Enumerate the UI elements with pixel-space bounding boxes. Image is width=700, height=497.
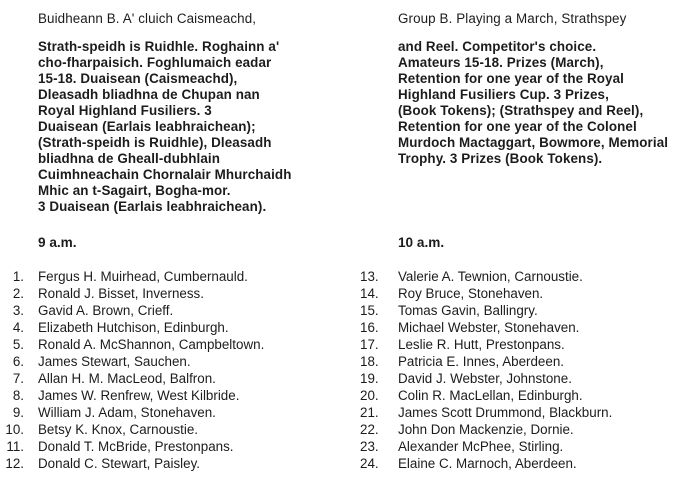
start-time: 9 a.m. xyxy=(38,235,77,250)
description-line: Mhic an t-Sagairt, Bogha-mor. xyxy=(38,183,231,198)
competitor-name: Gavid A. Brown, Crieff. xyxy=(38,303,174,318)
competitor-name: James Scott Drummond, Blackburn. xyxy=(398,405,613,420)
competitor-name: Michael Webster, Stonehaven. xyxy=(398,320,580,335)
competitor-name: William J. Adam, Stonehaven. xyxy=(38,405,216,420)
competitor-number: 4. xyxy=(12,320,24,335)
competitor-name: Elizabeth Hutchison, Edinburgh. xyxy=(38,320,229,335)
description-line: Duaisean (Earlais leabhraichean); xyxy=(38,119,256,134)
description-line: bliadhna de Gheall-dubhlain xyxy=(38,151,220,166)
competitor-name: Fergus H. Muirhead, Cumbernauld. xyxy=(38,269,248,284)
competitor-name: Allan H. M. MacLeod, Balfron. xyxy=(38,371,216,386)
competitor-name: John Don Mackenzie, Dornie. xyxy=(398,422,574,437)
group-heading: Group B. Playing a March, Strathspey xyxy=(398,11,627,26)
competitor-number: 15. xyxy=(360,303,379,318)
description-line: 3 Duaisean (Earlais leabhraichean). xyxy=(38,199,267,214)
competitor-name: Valerie A. Tewnion, Carnoustie. xyxy=(398,269,583,284)
competitor-name: Leslie R. Hutt, Prestonpans. xyxy=(398,337,565,352)
competitor-number: 8. xyxy=(12,388,24,403)
description-line: (Strath-speidh is Ruidhle), Dleasadh xyxy=(38,135,272,150)
competitor-number: 9. xyxy=(12,405,24,420)
competitor-number: 3. xyxy=(12,303,24,318)
competitor-number: 7. xyxy=(12,371,24,386)
description-line: 15-18. Duaisean (Caismeachd), xyxy=(38,71,238,86)
competitor-name: James Stewart, Sauchen. xyxy=(38,354,191,369)
competitor-number: 10. xyxy=(5,422,24,437)
competitor-name: Donald C. Stewart, Paisley. xyxy=(38,456,200,471)
competitor-number: 21. xyxy=(360,405,379,420)
competitor-number: 20. xyxy=(360,388,379,403)
description-line: Retention for one year of the Colonel xyxy=(398,119,637,134)
description-line: Trophy. 3 Prizes (Book Tokens). xyxy=(398,151,603,166)
competitor-number: 6. xyxy=(12,354,24,369)
competitor-number: 18. xyxy=(360,354,379,369)
competitor-number: 24. xyxy=(360,456,379,471)
competitor-name: Donald T. McBride, Prestonpans. xyxy=(38,439,234,454)
description-line: cho-fharpaisich. Foghlumaich eadar xyxy=(38,55,272,70)
competitor-number: 23. xyxy=(360,439,379,454)
group-heading: Buidheann B. A' cluich Caismeachd, xyxy=(38,11,257,26)
competitor-number: 1. xyxy=(12,269,24,284)
competitor-name: Colin R. MacLellan, Edinburgh. xyxy=(398,388,583,403)
competitor-number: 14. xyxy=(360,286,379,301)
competitor-number: 12. xyxy=(5,456,24,471)
description-line: Amateurs 15-18. Prizes (March), xyxy=(398,55,604,70)
competitor-name: David J. Webster, Johnstone. xyxy=(398,371,572,386)
competitor-number: 2. xyxy=(12,286,24,301)
competitor-number: 22. xyxy=(360,422,379,437)
description-line: Cuimhneachain Chornalair Mhurchaidh xyxy=(38,167,292,182)
competitor-name: Roy Bruce, Stonehaven. xyxy=(398,286,544,301)
description-line: Murdoch Mactaggart, Bowmore, Memorial xyxy=(398,135,669,150)
description-line: (Book Tokens); (Strathspey and Reel), xyxy=(398,103,644,118)
competitor-number: 5. xyxy=(12,337,24,352)
competitor-name: James W. Renfrew, West Kilbride. xyxy=(38,388,240,403)
competitor-name: Ronald A. McShannon, Campbeltown. xyxy=(38,337,265,352)
competitor-number: 11. xyxy=(6,439,24,454)
competitor-name: Patricia E. Innes, Aberdeen. xyxy=(398,354,564,369)
competitor-number: 16. xyxy=(360,320,379,335)
description-line: Strath-speidh is Ruidhle. Roghainn a' xyxy=(38,39,280,54)
description-line: Highland Fusiliers Cup. 3 Prizes, xyxy=(398,87,609,102)
start-time: 10 a.m. xyxy=(398,235,445,250)
description-line: Retention for one year of the Royal xyxy=(398,71,624,86)
competitor-number: 17. xyxy=(360,337,379,352)
competitor-name: Ronald J. Bisset, Inverness. xyxy=(38,286,204,301)
description-line: and Reel. Competitor's choice. xyxy=(398,39,597,54)
competitor-number: 19. xyxy=(360,371,379,386)
competitor-name: Betsy K. Knox, Carnoustie. xyxy=(38,422,199,437)
competitor-name: Alexander McPhee, Stirling. xyxy=(398,439,564,454)
description-line: Dleasadh bliadhna de Chupan nan xyxy=(38,87,260,102)
description-line: Royal Highland Fusiliers. 3 xyxy=(38,103,212,118)
competitor-name: Elaine C. Marnoch, Aberdeen. xyxy=(398,456,577,471)
competitor-name: Tomas Gavin, Ballingry. xyxy=(398,303,538,318)
competitor-number: 13. xyxy=(360,269,379,284)
